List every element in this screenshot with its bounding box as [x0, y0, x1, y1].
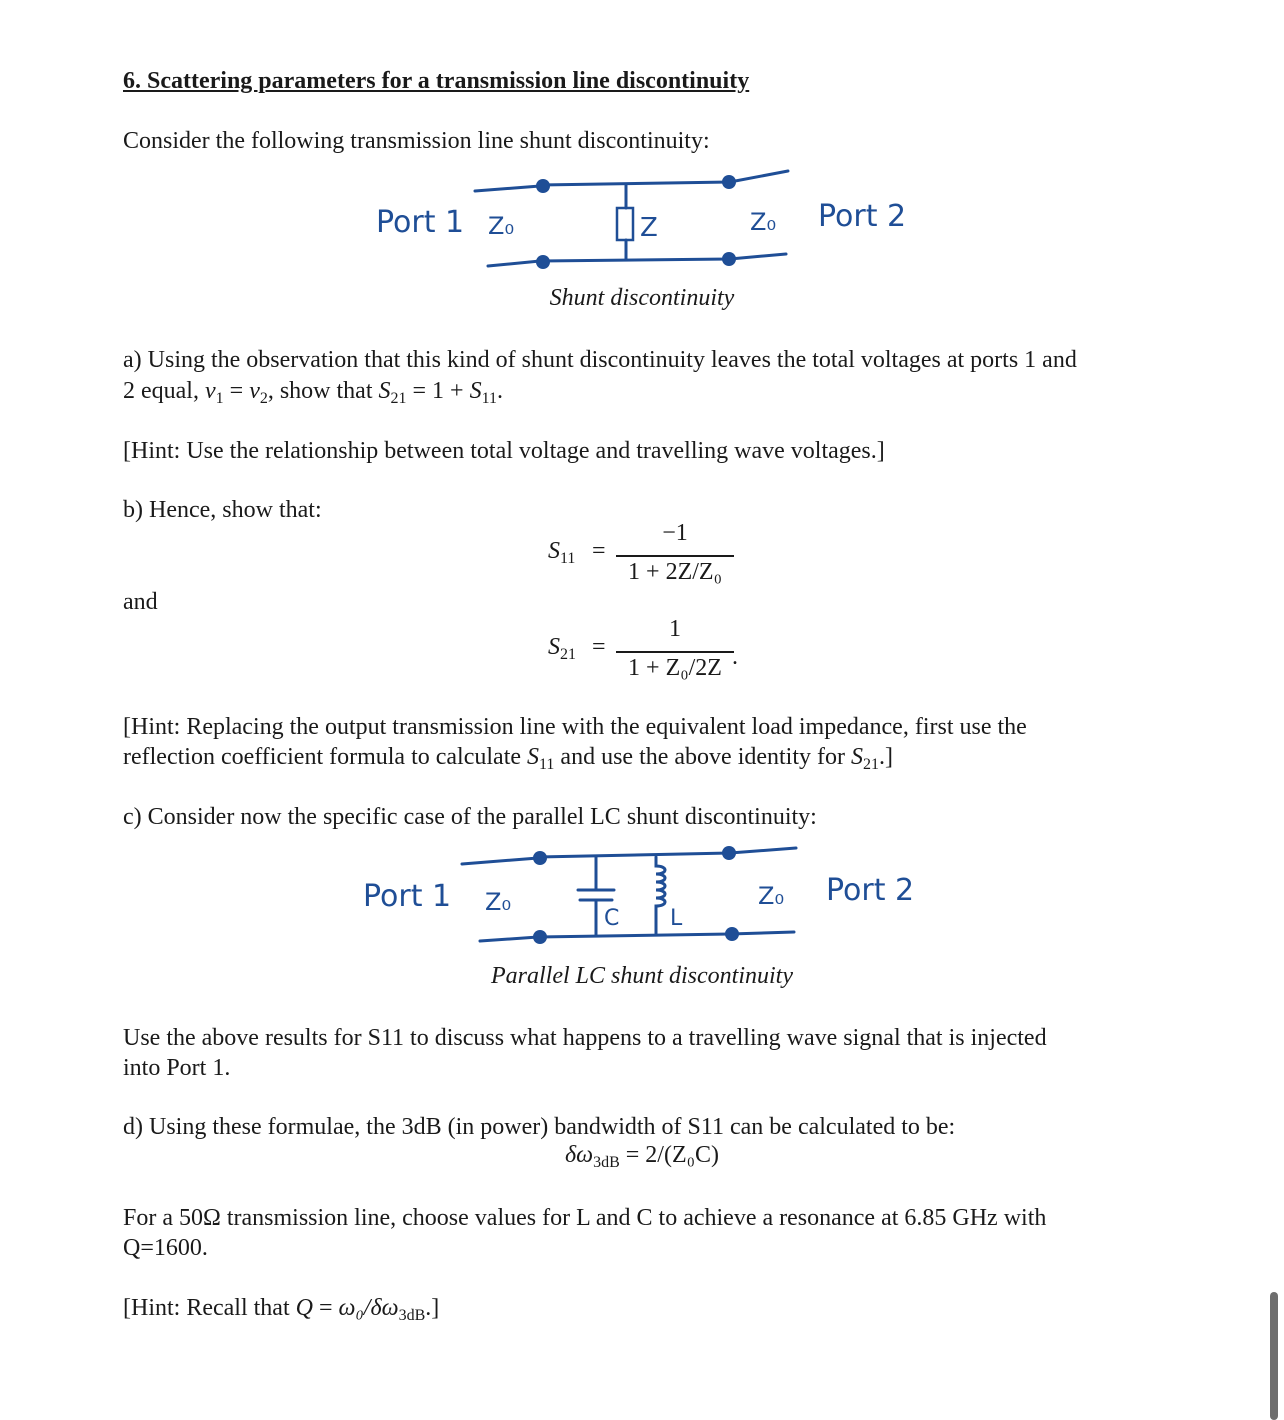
- port2-label: Port 2: [826, 873, 915, 908]
- terminal-dot: [722, 846, 736, 860]
- terminal-dot: [725, 927, 739, 941]
- bandwidth-formula: $\delta\omega_{3dB} = 2/(Z_0C)$: [564, 1142, 719, 1171]
- bottom-line: [480, 932, 794, 941]
- part-a-line2: 2 equal, $v_1 = v_2$, show that $S_{21} = 1 + S_{11}$.: [123, 378, 503, 407]
- and-text: and: [123, 589, 158, 615]
- vertical-scrollbar[interactable]: [1270, 1292, 1278, 1420]
- s11-numerator: −1: [662, 520, 688, 546]
- s21-denominator: 1 + Z₀/2Z: [628, 655, 722, 681]
- design-line2: Q=1600.: [123, 1235, 208, 1261]
- hint-a: [Hint: Use the relationship between total voltage and travelling wave voltages.]: [123, 438, 885, 464]
- terminal-dot: [533, 930, 547, 944]
- s21-numerator: 1: [669, 616, 681, 642]
- s11-formula: $S_{11}$ = −1 1 + 2Z/Z₀: [548, 522, 748, 592]
- intro-text: Consider the following transmission line shunt discontinuity:: [123, 128, 710, 154]
- top-line-left-stub: [462, 858, 538, 864]
- z0-right-label: Z₀: [750, 208, 777, 236]
- part-a-line1: a) Using the observation that this kind of shunt discontinuity leaves the total voltages at ports 1 and: [123, 347, 1077, 373]
- s21-formula: $S_{21}$ = 1 1 + Z₀/2Z .: [548, 616, 738, 681]
- impedance-label: Z: [640, 213, 658, 243]
- diagram2-caption: Parallel LC shunt discontinuity: [490, 963, 793, 989]
- port1-label: Port 1: [376, 205, 465, 240]
- hint-b-line1: [Hint: Replacing the output transmission line with the equivalent load impedance, first use the: [123, 714, 1027, 740]
- inductor-coil: [656, 857, 665, 935]
- diagram1-caption: Shunt discontinuity: [549, 285, 735, 311]
- discuss-line1: Use the above results for S11 to discuss what happens to a travelling wave signal that is injected: [123, 1025, 1047, 1051]
- z0-right-label: Z₀: [758, 882, 785, 910]
- part-c-text: c) Consider now the specific case of the parallel LC shunt discontinuity:: [123, 804, 817, 830]
- hint-b-line2: reflection coefficient formula to calculate $S_{11}$ and use the above identity for $S_{21}$.]: [123, 744, 893, 773]
- z0-left-label: Z₀: [488, 212, 515, 240]
- question-title: 6. Scattering parameters for a transmission line discontinuity: [123, 68, 750, 94]
- port1-label: Port 1: [363, 879, 452, 914]
- design-line1: For a 50Ω transmission line, choose values for L and C to achieve a resonance at 6.85 GHz with: [123, 1205, 1047, 1231]
- top-line: [538, 848, 796, 857]
- inductor-label: L: [670, 906, 683, 931]
- capacitor-label: C: [604, 906, 620, 931]
- discuss-line2: into Port 1.: [123, 1055, 231, 1081]
- part-d-text: d) Using these formulae, the 3dB (in power) bandwidth of S11 can be calculated to be:: [123, 1114, 956, 1140]
- port2-label: Port 2: [818, 199, 907, 234]
- terminal-dot: [533, 851, 547, 865]
- part-b-text: b) Hence, show that:: [123, 497, 322, 523]
- z0-left-label: Z₀: [485, 888, 512, 916]
- hint-d: [Hint: Recall that $Q = \omega_0/\delta\omega_{3dB}$.]: [123, 1295, 440, 1324]
- s11-denominator: 1 + 2Z/Z₀: [628, 559, 722, 585]
